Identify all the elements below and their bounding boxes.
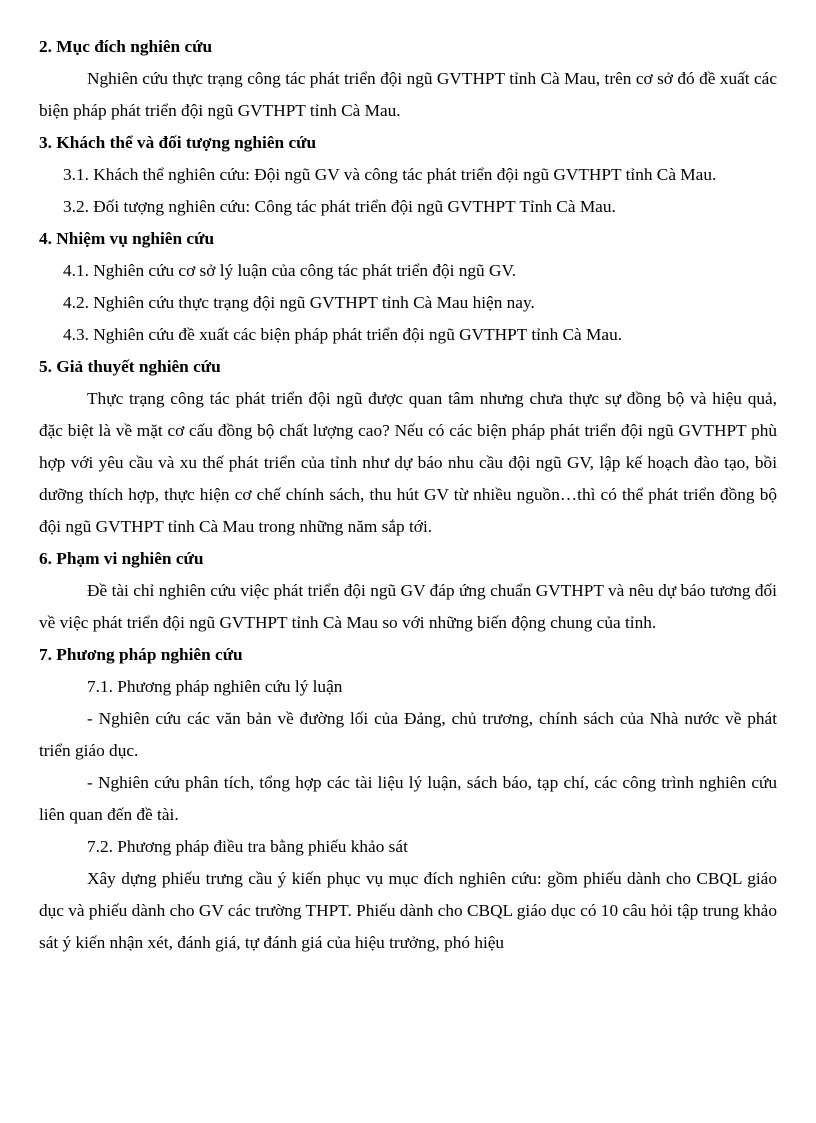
section-4-heading: 4. Nhiệm vụ nghiên cứu [39, 229, 215, 248]
section-7-heading: 7. Phương pháp nghiên cứu [39, 645, 243, 664]
section-6-body: Đề tài chỉ nghiên cứu việc phát triển đội ngũ GV đáp ứng chuẩn GVTHPT và nêu dự báo tương đối về việc phát triển đội ngũ GVTHPT tỉnh Cà Mau so với những biến động chung của tỉnh. [39, 581, 777, 632]
section-7-1-item: - Nghiên cứu phân tích, tổng hợp các tài liệu lý luận, sách báo, tạp chí, các công trình nghiên cứu liên quan đến đề tài. [39, 773, 777, 824]
section-4-item: 4.1. Nghiên cứu cơ sở lý luận của công tác phát triển đội ngũ GV. [63, 261, 517, 280]
section-6-heading: 6. Phạm vi nghiên cứu [39, 549, 204, 568]
section-5-heading: 5. Giả thuyết nghiên cứu [39, 357, 221, 376]
section-3-item: 3.1. Khách thể nghiên cứu: Đội ngũ GV và công tác phát triển đội ngũ GVTHPT tỉnh Cà Mau. [63, 165, 717, 184]
section-7-1-item: - Nghiên cứu các văn bản về đường lối của Đảng, chủ trương, chính sách của Nhà nước về phát triển giáo dục. [39, 709, 777, 760]
section-4-item: 4.2. Nghiên cứu thực trạng đội ngũ GVTHPT tỉnh Cà Mau hiện nay. [63, 293, 535, 312]
section-3-heading: 3. Khách thể và đối tượng nghiên cứu [39, 133, 317, 152]
section-7-1-title: 7.1. Phương pháp nghiên cứu lý luận [87, 677, 343, 696]
section-2-heading: 2. Mục đích nghiên cứu [39, 37, 213, 56]
section-4-item: 4.3. Nghiên cứu đề xuất các biện pháp phát triển đội ngũ GVTHPT tỉnh Cà Mau. [63, 325, 623, 344]
section-2-body: Nghiên cứu thực trạng công tác phát triển đội ngũ GVTHPT tỉnh Cà Mau, trên cơ sở đó đề xuất các biện pháp phát triển đội ngũ GVTHPT tỉnh Cà Mau. [39, 69, 777, 120]
section-7-2-body: Xây dựng phiếu trưng cầu ý kiến phục vụ mục đích nghiên cứu: gồm phiếu dành cho CBQL giáo dục và phiếu dành cho GV các trường THPT. Phiếu dành cho CBQL giáo dục có 10 câu hỏi tập trung khảo sát ý kiến nhận xét, đánh giá, tự đánh giá của hiệu trưởng, phó hiệu [39, 869, 777, 952]
section-7-2-title: 7.2. Phương pháp điều tra bằng phiếu khảo sát [87, 837, 408, 856]
section-5-body: Thực trạng công tác phát triển đội ngũ được quan tâm nhưng chưa thực sự đồng bộ và hiệu quả, đặc biệt là về mặt cơ cấu đồng bộ chất lượng cao? Nếu có các biện pháp phát triển đội ngũ GVTHPT phù hợp với yêu cầu và xu thế phát triển của tỉnh như dự báo nhu cầu đội ngũ GV, lập kế hoạch đào tạo, bồi dưỡng thích hợp, thực hiện cơ chế chính sách, thu hút GV từ nhiều nguồn…thì có thể phát triển đồng bộ đội ngũ GVTHPT tỉnh Cà Mau trong những năm sắp tới. [39, 389, 777, 536]
section-3-item: 3.2. Đối tượng nghiên cứu: Công tác phát triển đội ngũ GVTHPT Tỉnh Cà Mau. [63, 197, 616, 216]
